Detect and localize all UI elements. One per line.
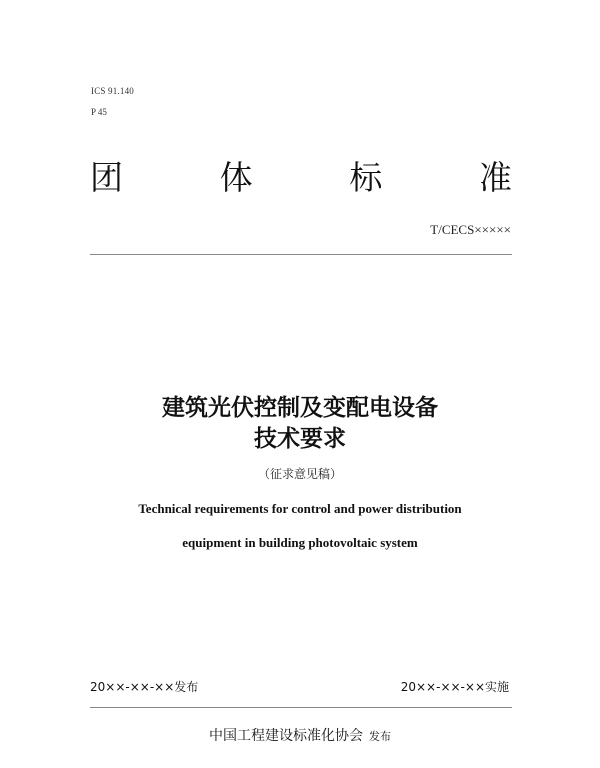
standard-type-char-1: 团 <box>90 158 123 197</box>
top-divider <box>90 254 512 255</box>
standard-type-char-3: 标 <box>349 158 383 197</box>
standard-number: T/CECS××××× <box>430 222 511 237</box>
chinese-title <box>0 393 600 455</box>
standard-type-heading <box>90 152 512 199</box>
chinese-title-line-2: 技术要求 <box>254 426 346 452</box>
publisher-organization: 中国工程建设标准化协会 <box>209 728 363 744</box>
standard-type-char-2: 体 <box>219 158 253 197</box>
ccs-code: P 45 <box>91 107 107 117</box>
issue-date: 20××-××-××发布 <box>90 680 199 694</box>
ics-code: ICS 91.140 <box>91 86 135 96</box>
publisher-label: 发布 <box>369 730 391 743</box>
chinese-title-line-1: 建筑光伏控制及变配电设备 <box>162 395 438 421</box>
bottom-divider <box>90 707 512 708</box>
english-title-line-2: equipment in building photovoltaic system <box>182 535 418 550</box>
draft-status: （征求意见稿） <box>257 467 342 481</box>
publisher <box>0 725 600 745</box>
english-title-line-1: Technical requirements for control and power distribution <box>138 501 462 516</box>
implementation-date: 20××-××-××实施 <box>400 680 509 694</box>
standard-type-char-4: 准 <box>478 158 512 197</box>
